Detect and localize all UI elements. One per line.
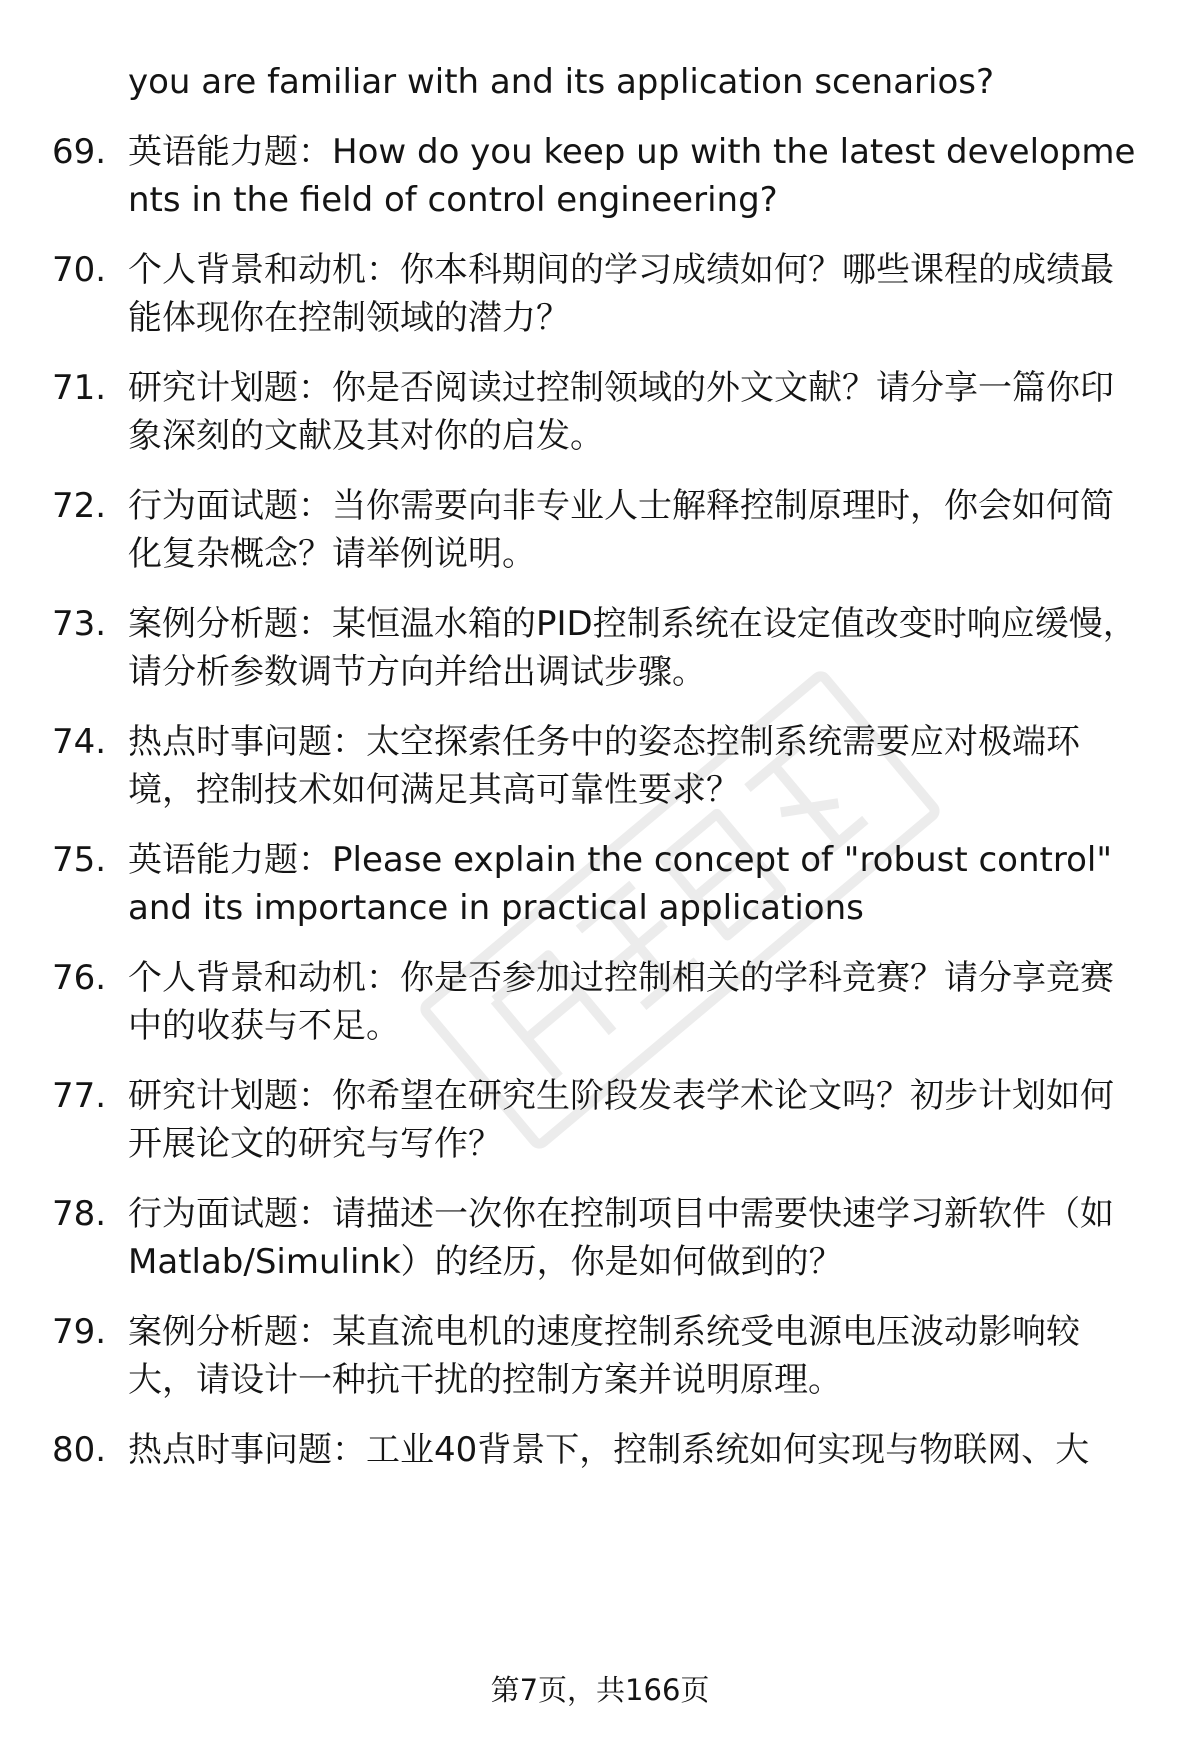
question-text: 案例分析题：某直流电机的速度控制系统受电源电压波动影响较大，请设计一种抗干扰的控制方案并说明原理。 [128,1312,1080,1400]
question-number: 74. [52,722,107,762]
question-text: 个人背景和动机：你是否参加过控制相关的学科竞赛？请分享竞赛中的收获与不足。 [128,958,1114,1046]
question-text: 热点时事问题：工业40背景下，控制系统如何实现与物联网、大 [128,1430,1090,1470]
question-text: 个人背景和动机：你本科期间的学习成绩如何？哪些课程的成绩最能体现你在控制领域的潜力？ [128,250,1114,338]
question-text: 热点时事问题：太空探索任务中的姿态控制系统需要应对极端环境，控制技术如何满足其高可靠性要求？ [128,722,1080,810]
question-number: 71. [52,368,107,408]
question-text: 英语能力题：Please explain the concept of "robust control" and its importance in practical applications [128,840,1112,928]
question-text: 行为面试题：请描述一次你在控制项目中需要快速学习新软件（如Matlab/Simulink）的经历，你是如何做到的？ [128,1194,1114,1282]
question-number: 70. [52,250,107,290]
question-text: 英语能力题：How do you keep up with the latest developments in the field of control engineering? [128,132,1136,220]
question-text: 研究计划题：你是否阅读过控制领域的外文文献？请分享一篇你印象深刻的文献及其对你的启发。 [128,368,1114,456]
question-text: 行为面试题：当你需要向非专业人士解释控制原理时，你会如何简化复杂概念？请举例说明。 [128,486,1114,574]
question-number: 76. [52,958,107,998]
question-text: 案例分析题：某恒温水箱的PID控制系统在设定值改变时响应缓慢，请分析参数调节方向并给出调试步骤。 [128,604,1137,692]
question-number: 77. [52,1076,107,1116]
question-number: 79. [52,1312,107,1352]
question-number: 80. [52,1430,107,1470]
question-number: 75. [52,840,107,880]
page-footer: 第7页，共166页 [490,1673,710,1707]
question-number: 78. [52,1194,107,1234]
question-text: 研究计划题：你希望在研究生阶段发表学术论文吗？初步计划如何开展论文的研究与写作？ [128,1076,1114,1164]
question-number: 73. [52,604,107,644]
continuation-text: you are familiar with and its application scenarios? [128,62,995,102]
question-number: 69. [52,132,107,172]
question-number: 72. [52,486,107,526]
